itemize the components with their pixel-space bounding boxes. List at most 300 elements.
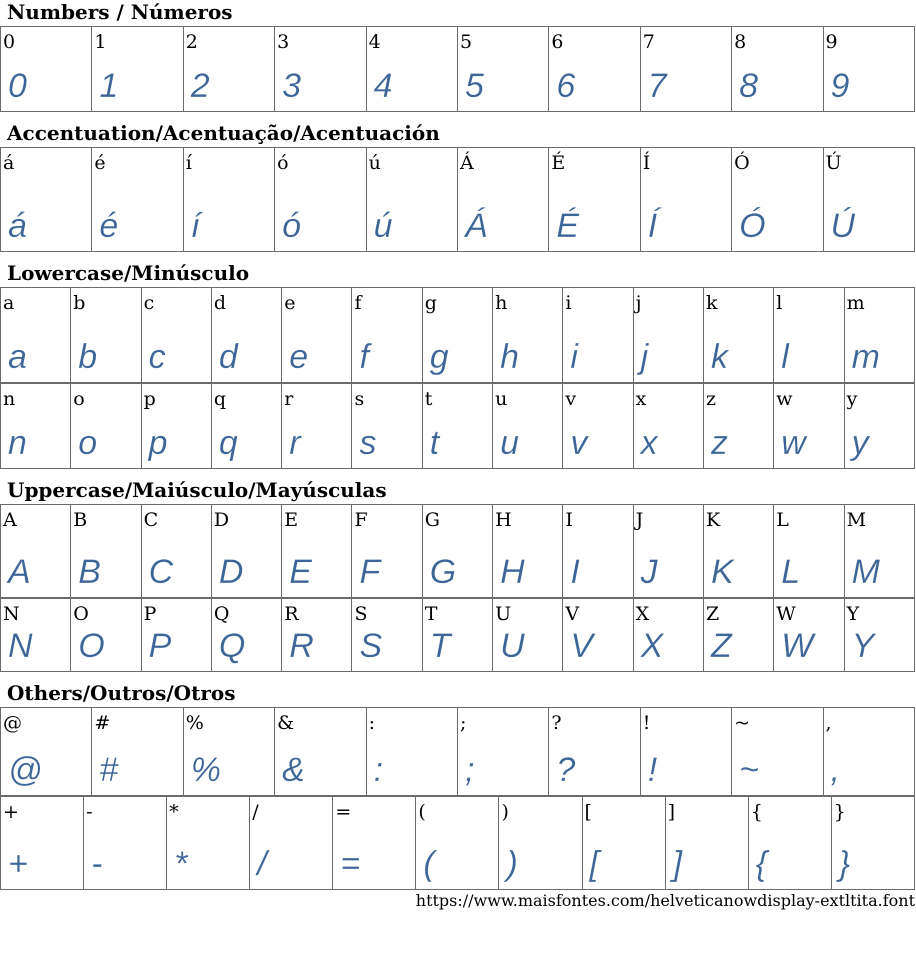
glyph-sample: n [8,424,27,462]
glyph-cell [211,288,281,383]
glyph-label: s [354,388,365,410]
glyph-label: / [252,801,259,823]
glyph-label: { [750,801,763,823]
glyph-sample: D [218,553,244,591]
glyph-sample: ( [423,845,435,883]
glyph-label: L [776,509,789,531]
glyph-sample: W [781,627,814,665]
glyph-cell [282,505,352,598]
glyph-label: V [565,603,580,625]
glyph-label: P [143,603,157,625]
glyph-sample: v [570,424,588,462]
glyph-sample: C [148,553,174,591]
glyph-sample: : [373,751,384,789]
glyph-sample: ú [373,207,393,245]
glyph-cell [183,708,274,796]
glyph-cell [183,27,274,112]
glyph-sample: ó [282,207,302,245]
glyph-cell [141,288,211,383]
glyph-label: 3 [277,31,290,53]
glyph-label: É [551,152,566,174]
glyph-cell [422,505,492,598]
glyph-cell [640,27,731,112]
glyph-cell [563,288,633,383]
glyph-label: B [73,509,88,531]
glyph-row [1,797,915,890]
uppercase-heading: Uppercase/Maiúsculo/Mayúsculas [7,478,387,502]
glyph-sample: 2 [190,67,210,105]
glyph-label: ! [642,712,651,734]
glyph-label: n [3,388,16,410]
glyph-label: Ú [825,152,842,174]
glyph-cell [282,288,352,383]
glyph-cell [1,27,92,112]
glyph-sample: y [851,424,869,462]
glyph-cell [211,599,281,672]
glyph-label: k [705,292,718,314]
numbers-heading: Numbers / Números [7,0,233,24]
glyph-row [1,599,915,672]
glyph-cell [92,708,183,796]
glyph-sample: N [8,627,33,665]
glyph-label: 4 [368,31,381,53]
glyph-label: ? [551,712,562,734]
glyph-sample: V [570,627,594,665]
glyph-sample: K [710,553,734,591]
glyph-cell [823,27,914,112]
glyph-sample: 7 [647,67,667,105]
glyph-label: ( [418,801,426,823]
glyph-cell [366,148,457,252]
glyph-sample: í [190,207,201,245]
glyph-cell [457,27,548,112]
glyph-cell [1,708,92,796]
glyph-label: D [213,509,230,531]
glyph-cell [167,797,250,890]
glyph-cell [549,148,640,252]
glyph-label: p [143,388,156,410]
glyph-label: G [424,509,440,531]
glyph-sample: Á [464,207,488,245]
glyph-label: O [73,603,89,625]
glyph-cell [633,288,703,383]
glyph-cell [703,384,773,469]
glyph-cell [183,148,274,252]
glyph-sample: u [500,424,519,462]
numbers-grid [0,26,915,112]
glyph-cell [549,708,640,796]
glyph-label: Y [846,603,860,625]
glyph-sample: X [640,627,664,665]
glyph-sample: f [359,338,369,376]
glyph-sample: k [710,338,728,376]
glyph-cell [774,505,844,598]
accents-grid [0,147,915,252]
glyph-sample: Í [647,207,658,245]
glyph-sample: / [257,845,267,883]
glyph-label: 6 [551,31,564,53]
glyph-label: z [705,388,716,410]
glyph-label: ; [459,712,467,734]
glyph-label: r [284,388,294,410]
glyph-sample: O [78,627,105,665]
glyph-cell [774,384,844,469]
glyph-sample: 8 [739,67,759,105]
glyph-cell [71,505,141,598]
glyph-sample: s [359,424,377,462]
glyph-cell [1,384,71,469]
glyph-sample: z [710,424,728,462]
glyph-sample: S [359,627,383,665]
glyph-cell [141,384,211,469]
glyph-sample: M [851,553,880,591]
lowercase-heading: Lowercase/Minúsculo [7,261,250,285]
glyph-cell [71,288,141,383]
glyph-label: a [3,292,15,314]
glyph-cell [366,27,457,112]
glyph-sample: + [8,845,28,883]
glyph-sample: F [359,553,381,591]
glyph-cell [633,599,703,672]
glyph-sample: e [289,338,309,376]
glyph-label: % [185,712,204,734]
glyph-label: c [143,292,155,314]
glyph-sample: - [91,845,103,883]
glyph-sample: [ [589,845,599,883]
glyph-cell [457,708,548,796]
glyph-label: * [169,801,179,823]
glyph-sample: ) [506,845,518,883]
glyph-sample: T [429,627,451,665]
glyph-cell [732,708,823,796]
glyph-sample: É [556,207,580,245]
glyph-cell [352,505,422,598]
glyph-label: @ [3,712,22,734]
glyph-cell [282,384,352,469]
glyph-label: 2 [185,31,198,53]
glyph-cell [493,505,563,598]
glyph-sample: p [148,424,168,462]
glyph-label: x [635,388,647,410]
glyph-sample: { [755,845,768,883]
glyph-sample: m [851,338,880,376]
glyph-cell [831,797,914,890]
glyph-cell [748,797,831,890]
glyph-cell [844,384,914,469]
glyph-cell [457,148,548,252]
glyph-sample: x [640,424,658,462]
glyph-cell [275,148,366,252]
glyph-sample: @ [8,751,43,789]
glyph-label: S [354,603,368,625]
glyph-cell [563,505,633,598]
glyph-cell [732,148,823,252]
glyph-cell [1,288,71,383]
glyph-sample: 3 [282,67,302,105]
glyph-label: [ [584,801,592,823]
glyph-label: f [354,292,362,314]
glyph-label: + [3,801,19,823]
glyph-label: g [424,292,437,314]
glyph-cell [774,599,844,672]
glyph-label: t [424,388,433,410]
glyph-label: Q [213,603,230,625]
glyph-row [1,288,915,383]
glyph-sample: ? [556,751,576,789]
lowercase-grid-row-1 [0,287,915,383]
glyph-row [1,505,915,598]
footer-url[interactable]: https://www.maisfontes.com/helveticanowdisplay-extltita.font [415,891,915,910]
glyph-sample: 0 [8,67,27,105]
glyph-label: = [335,801,352,823]
glyph-label: T [424,603,438,625]
glyph-sample: B [78,553,101,591]
glyph-label: 8 [734,31,747,53]
glyph-sample: d [218,338,238,376]
glyph-sample: á [8,207,27,245]
glyph-label: J [635,509,644,531]
glyph-sample: Q [218,627,246,665]
glyph-cell [333,797,416,890]
glyph-sample: 9 [830,67,850,105]
glyph-label: Á [459,152,474,174]
glyph-label: E [284,509,299,531]
glyph-cell [493,599,563,672]
glyph-label: 9 [825,31,838,53]
glyph-sample: Ó [739,207,766,245]
glyph-sample: R [289,627,314,665]
others-heading: Others/Outros/Otros [7,681,236,705]
glyph-sample: r [289,424,301,462]
glyph-label: 1 [94,31,107,53]
glyph-cell [1,599,71,672]
glyph-sample: i [570,338,578,376]
glyph-label: h [495,292,508,314]
glyph-sample: * [174,845,188,883]
glyph-label: 0 [3,31,16,53]
glyph-label: R [284,603,299,625]
glyph-cell [640,708,731,796]
glyph-sample: q [218,424,238,462]
uppercase-grid-row-2 [0,598,915,672]
glyph-cell [703,599,773,672]
glyph-label: l [776,292,783,314]
glyph-cell [366,708,457,796]
glyph-sample: , [830,751,840,789]
glyph-cell [141,599,211,672]
glyph-label: # [94,712,111,734]
glyph-row [1,384,915,469]
glyph-cell [774,288,844,383]
glyph-label: Ó [734,152,750,174]
glyph-sample: 5 [464,67,484,105]
glyph-label: U [495,603,512,625]
glyph-label: M [846,509,867,531]
glyph-label: u [495,388,508,410]
glyph-label: á [3,152,15,174]
accents-heading: Accentuation/Acentuação/Acentuación [7,121,440,145]
glyph-label: C [143,509,159,531]
glyph-cell [493,288,563,383]
glyph-cell [275,708,366,796]
glyph-cell [703,288,773,383]
glyph-sample: U [500,627,525,665]
glyph-sample: H [500,553,525,591]
glyph-label: F [354,509,368,531]
glyph-cell [422,599,492,672]
glyph-cell [823,148,914,252]
glyph-cell [422,288,492,383]
glyph-sample: j [640,338,649,376]
glyph-sample: t [429,424,440,462]
glyph-cell [844,505,914,598]
glyph-cell [640,148,731,252]
glyph-cell [71,599,141,672]
glyph-sample: Ú [830,207,856,245]
glyph-sample: g [429,338,449,376]
glyph-label: w [776,388,793,410]
glyph-label: Z [705,603,720,625]
glyph-label: } [833,801,846,823]
glyph-label: ú [368,152,381,174]
glyph-label: j [635,292,642,314]
glyph-sample: ] [672,845,683,883]
glyph-label: W [776,603,796,625]
glyph-sample: ! [647,751,658,789]
glyph-cell [732,27,823,112]
glyph-row [1,708,915,796]
glyph-cell [352,288,422,383]
glyph-sample: h [500,338,519,376]
glyph-sample: ; [464,751,475,789]
glyph-sample: # [99,751,119,789]
glyph-label: 5 [459,31,473,53]
glyph-label: K [705,509,721,531]
glyph-cell [582,797,665,890]
glyph-cell [633,384,703,469]
lowercase-grid-row-2 [0,383,915,469]
glyph-cell [275,27,366,112]
glyph-cell [823,708,914,796]
glyph-sample: é [99,207,119,245]
glyph-label: ) [501,801,509,823]
uppercase-grid-row-1 [0,504,915,598]
glyph-cell [282,599,352,672]
glyph-row [1,148,915,252]
glyph-cell [84,797,167,890]
glyph-sample: 4 [373,67,393,105]
glyph-cell [352,384,422,469]
glyph-cell [703,505,773,598]
glyph-cell [250,797,333,890]
glyph-cell [633,505,703,598]
glyph-label: b [73,292,86,314]
others-grid-row-1 [0,707,915,796]
glyph-cell [563,599,633,672]
glyph-label: I [565,509,573,531]
glyph-label: 7 [642,31,655,53]
others-grid-row-2 [0,796,915,890]
glyph-cell [71,384,141,469]
glyph-label: y [846,388,858,410]
glyph-cell [352,599,422,672]
glyph-label: ~ [734,712,751,734]
glyph-label: A [3,509,17,531]
glyph-label: e [284,292,296,314]
glyph-sample: % [190,751,222,789]
glyph-sample: b [78,338,98,376]
glyph-label: é [94,152,106,174]
glyph-sample: 1 [99,67,119,105]
glyph-label: i [565,292,572,314]
glyph-cell [1,148,92,252]
glyph-sample: ~ [739,751,759,789]
glyph-sample: = [340,845,361,883]
glyph-sample: o [78,424,98,462]
glyph-sample: P [148,627,172,665]
glyph-sample: L [781,553,801,591]
glyph-label: í [185,152,192,174]
glyph-sample: G [429,553,457,591]
glyph-sample: } [838,845,851,883]
glyph-label: v [565,388,577,410]
glyph-label: o [73,388,85,410]
glyph-cell [416,797,499,890]
glyph-cell [665,797,748,890]
glyph-label: - [86,801,93,823]
glyph-cell [92,27,183,112]
glyph-label: : [368,712,375,734]
glyph-cell [92,148,183,252]
glyph-label: m [846,292,865,314]
glyph-cell [563,384,633,469]
glyph-sample: w [781,424,806,462]
glyph-sample: E [289,553,312,591]
glyph-label: q [213,388,227,410]
glyph-cell [422,384,492,469]
glyph-cell [844,599,914,672]
glyph-cell [493,384,563,469]
glyph-sample: I [570,553,580,591]
glyph-sample: a [8,338,27,376]
glyph-sample: Z [710,627,732,665]
glyph-label: H [495,509,512,531]
glyph-label: d [213,292,227,314]
glyph-sample: Y [851,627,875,665]
glyph-label: N [3,603,20,625]
glyph-cell [1,505,71,598]
glyph-cell [211,505,281,598]
glyph-sample: c [148,338,166,376]
glyph-label: X [635,603,650,625]
glyph-row [1,27,915,112]
glyph-cell [1,797,84,890]
glyph-label: Í [642,152,651,174]
glyph-cell [141,505,211,598]
glyph-sample: A [8,553,31,591]
glyph-sample: & [282,751,305,789]
glyph-sample: 6 [556,67,576,105]
glyph-cell [499,797,582,890]
glyph-label: & [277,712,295,734]
glyph-cell [844,288,914,383]
glyph-label: ó [277,152,289,174]
glyph-sample: l [781,338,789,376]
glyph-cell [211,384,281,469]
glyph-cell [549,27,640,112]
glyph-label: , [825,712,832,734]
glyph-sample: J [640,553,658,591]
